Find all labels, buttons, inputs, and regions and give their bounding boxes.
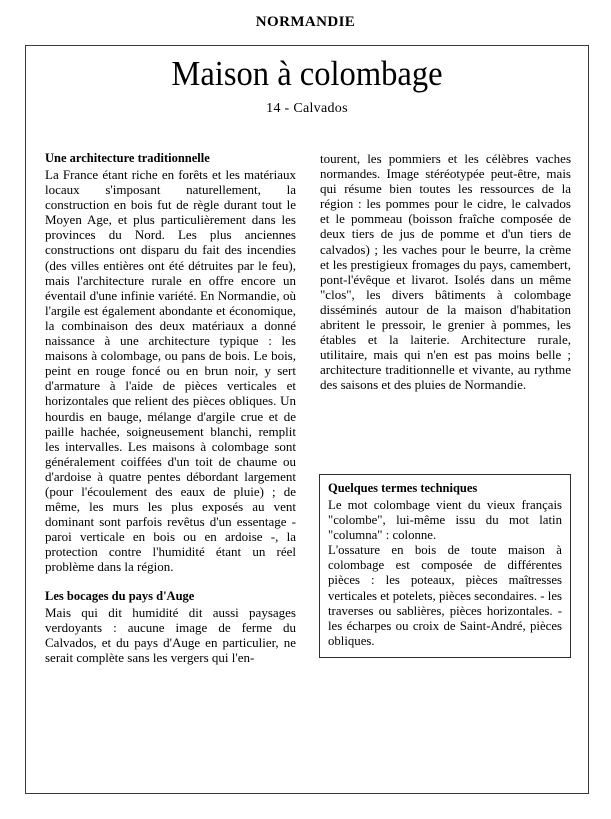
section-body-architecture: La France étant riche en forêts et les matériaux locaux s'imposant naturellement, la construction en bois fut de règle durant tout le Moyen Age, et plus particulièrement dans les provinces du Nord. Les plus anciennes constructions ont disparu du fait des incendies (des villes entières ont été détruites par le feu), mais l'architecture rurale en offre encore un éventail d'une infinie variété. En Normandie, où l'argile est également abondante et économique, la combinaison des deux matériaux a donné naissance à une architecture typique : les maisons à colombage, ou pans de bois. Le bois, peint en rouge foncé ou en brun noir, y sert d'armature à l'aide de pièces verticales et horizontales que relient des pièces obliques. Un hourdis en bauge, mélange d'argile crue et de paille hachée, soigneusement blanchi, remplit les intervalles. Les maisons à colombage sont généralement coiffées d'un toit de chaume ou d'ardoise à quatre pentes débordant largement (pour l'écoulement des eaux de pluie) ; de même, les murs les plus exposés au vent dominant sont parfois revêtus d'un essentage - paroi verticale en bois ou en ardoise -, la protection contre l'humidité étant un réel problème dans la région. [45, 167, 296, 575]
section-body-bocages: Mais qui dit humidité dit aussi paysages verdoyants : aucune image de ferme du Calvados, et du pays d'Auge en particulier, ne serait complète sans les vergers qui l'en- [45, 604, 296, 665]
section-body-continuation: tourent, les pommiers et les célèbres vaches normandes. Image stéréotypée peut-être, mais qui résume bien toutes les ressources de la région : les pommes pour le cidre, le calvados et le pommeau (boisson fraîche composée de deux tiers de jus de pomme et d'un tiers de calvados) ; les vaches pour le beurre, la crème et les prestigieux fromages du pays, camembert, pont-l'évêque et livarot. Isolés dans un même "clos", les divers bâtiments à colombage disséminés autour de la maison d'habitation abritent le pressoir, le grenier à pommes, les étables et la laiterie. Architecture rurale, utilitaire, mais qui n'en est pas moins belle ; architecture traditionnelle et vivante, au rythme des saisons et des pluies de Normandie. [320, 151, 571, 393]
section-heading-architecture: Une architecture traditionnelle [45, 151, 210, 165]
technical-terms-paragraph-2: L'ossature en bois de toute maison à colombage est composée de différentes pièces : les poteaux, pièces maîtresses verticales et potelets, pièces secondaires. - les traverses ou sablières, pièces horizontales. - les écharpes ou croix de Saint-André, pièces obliques. [328, 543, 562, 648]
page-frame [25, 45, 589, 794]
masthead [26, 54, 588, 118]
section-heading-bocages: Les bocages du pays d'Auge [45, 588, 195, 603]
page-title: Maison à colombage [171, 54, 443, 93]
article-columns [45, 151, 571, 781]
right-column [320, 151, 571, 393]
region-heading: NORMANDIE [255, 14, 356, 30]
technical-terms-paragraph-1: Le mot colombage vient du vieux français "colombe", lui-même issu du mot latin "columna" : colonne. [328, 498, 562, 543]
left-column [45, 151, 296, 665]
technical-terms-box [319, 474, 571, 658]
page-subtitle: 14 - Calvados [266, 101, 348, 116]
technical-terms-title: Quelques termes techniques [328, 481, 478, 495]
